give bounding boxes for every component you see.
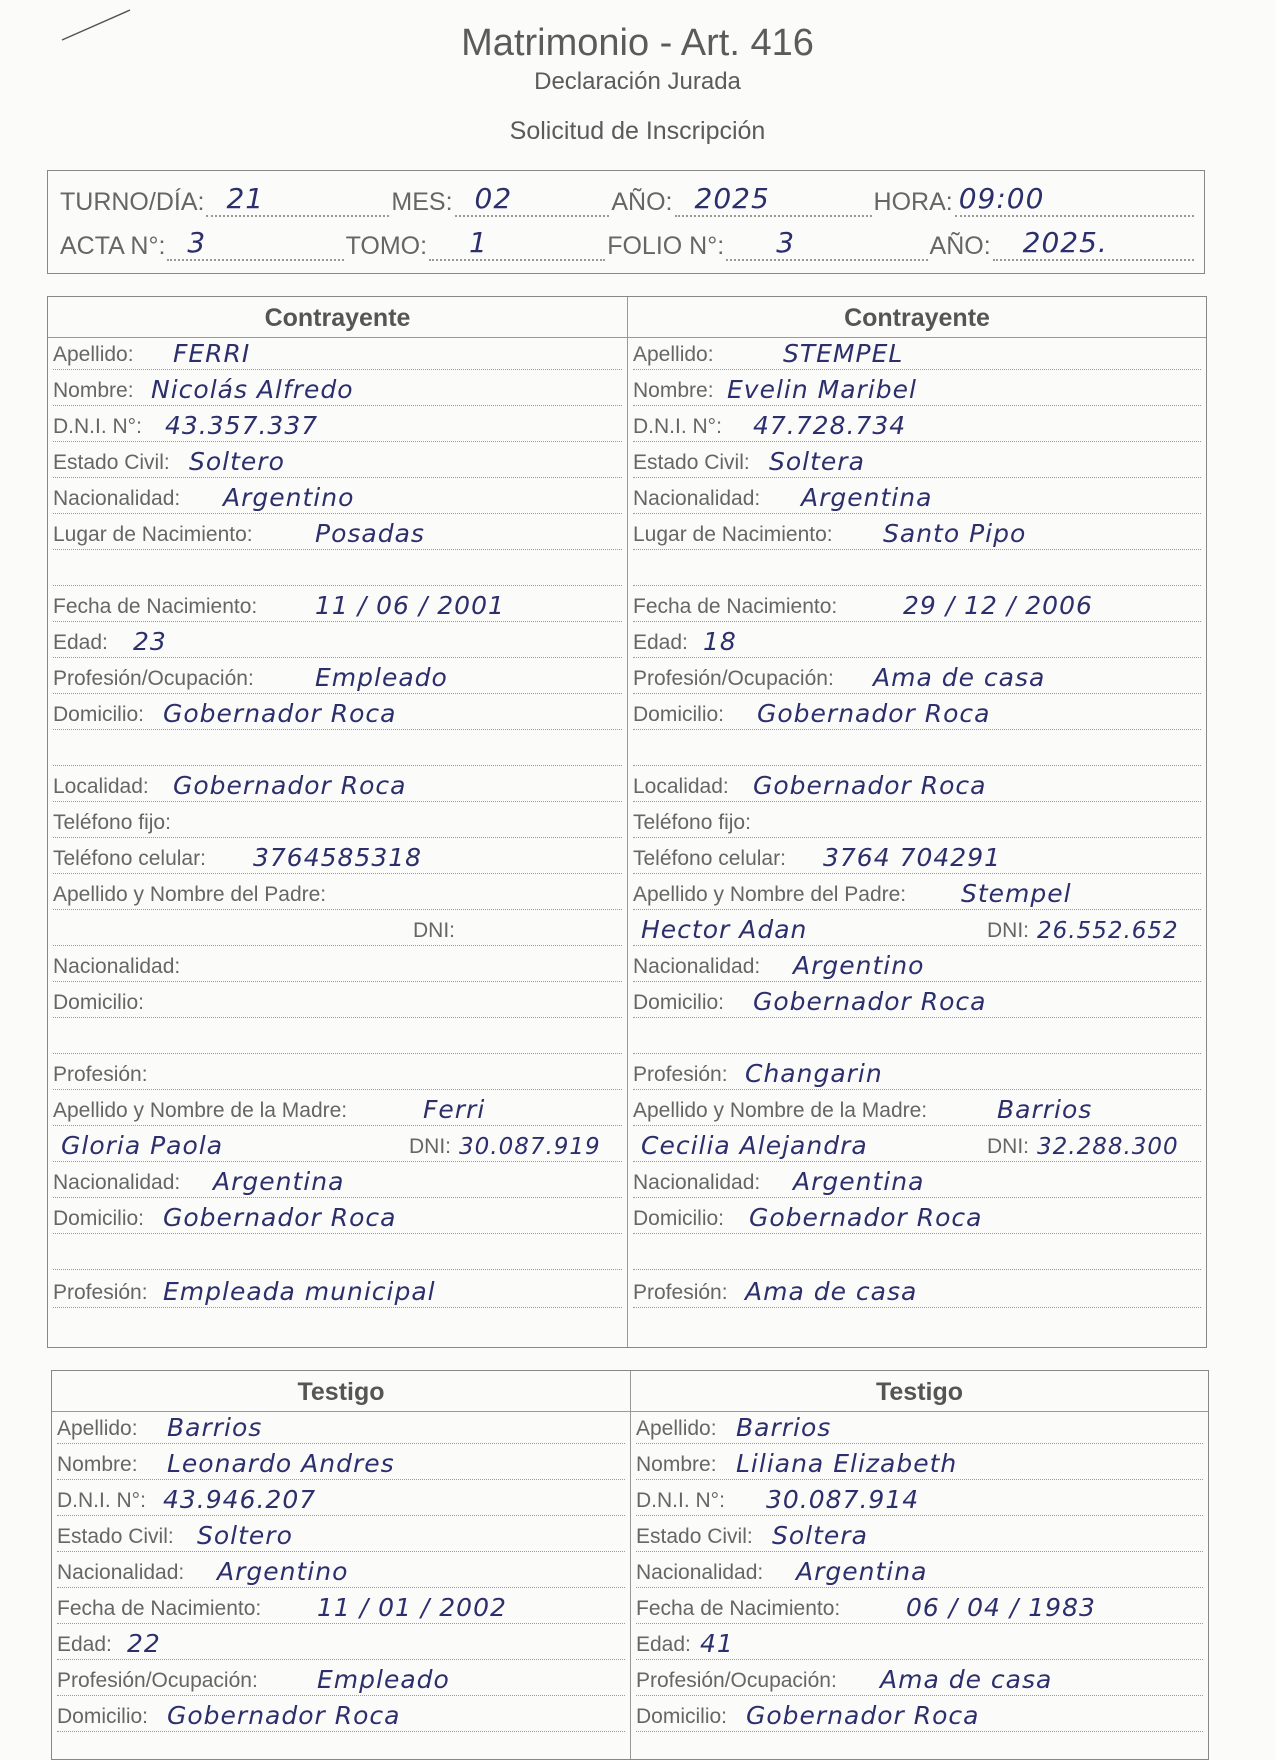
padre-profesion-value[interactable]: Changarin [745, 1059, 883, 1088]
acta-label: ACTA N°: [60, 232, 166, 260]
profesion-ocupacion-value[interactable]: Ama de casa [873, 663, 1046, 692]
edad-label: Edad: [633, 631, 688, 654]
madre-dni-value[interactable]: 32.288.300 [1037, 1134, 1179, 1160]
telefono-celular-value[interactable]: 3764585318 [253, 843, 423, 872]
domicilio-label: Domicilio: [53, 703, 145, 726]
padre-nacionalidad-label: Nacionalidad: [633, 955, 761, 978]
tomo-value[interactable]: 1 [469, 226, 488, 259]
profesion-ocupacion-label: Profesión/Ocupación: [57, 1669, 258, 1692]
madre-domicilio-value[interactable]: Gobernador Roca [163, 1203, 397, 1232]
apellido-label: Apellido: [633, 343, 714, 366]
edad-label: Edad: [636, 1633, 691, 1656]
padre-nombre2-value[interactable]: Hector Adan [641, 915, 808, 944]
fecha-nacimiento-value[interactable]: 06 / 04 / 1983 [906, 1593, 1096, 1622]
fecha-nacimiento-value[interactable]: 11 / 01 / 2002 [317, 1593, 507, 1622]
padre-nacionalidad-value[interactable]: Argentino [793, 951, 925, 980]
estado-civil-value[interactable]: Soltera [769, 447, 865, 476]
apellido-label: Apellido: [57, 1417, 138, 1440]
madre-nombre2-value[interactable]: Gloria Paola [61, 1131, 224, 1160]
padre-domicilio-label: Domicilio: [53, 991, 145, 1014]
estado-civil-label: Estado Civil: [53, 451, 170, 474]
estado-civil-value[interactable]: Soltera [772, 1521, 868, 1550]
madre-nacionalidad-value[interactable]: Argentina [213, 1167, 345, 1196]
edad-label: Edad: [57, 1633, 112, 1656]
dni-value[interactable]: 43.946.207 [163, 1485, 317, 1514]
anio2-value[interactable]: 2025. [1022, 226, 1108, 259]
tomo-label: TOMO: [345, 232, 428, 260]
localidad-value[interactable]: Gobernador Roca [753, 771, 987, 800]
nacionalidad-value[interactable]: Argentino [217, 1557, 349, 1586]
madre-domicilio-label: Domicilio: [633, 1207, 725, 1230]
estado-civil-label: Estado Civil: [636, 1525, 753, 1548]
domicilio-value[interactable]: Gobernador Roca [757, 699, 991, 728]
testigo-right-title: Testigo [631, 1371, 1208, 1412]
folio-value[interactable]: 3 [776, 226, 796, 259]
dni-label: D.N.I. N°: [57, 1489, 146, 1512]
turno-box [47, 170, 1205, 274]
profesion-ocupacion-value[interactable]: Empleado [315, 663, 448, 692]
madre-dni-label: DNI: [987, 1135, 1029, 1158]
fecha-nacimiento-label: Fecha de Nacimiento: [53, 595, 258, 618]
profesion-ocupacion-label: Profesión/Ocupación: [636, 1669, 837, 1692]
acta-row [60, 223, 1196, 261]
telefono-celular-label: Teléfono celular: [53, 847, 206, 870]
localidad-label: Localidad: [53, 775, 149, 798]
padre-label: Apellido y Nombre del Padre: [53, 883, 327, 906]
dni-label: D.N.I. N°: [636, 1489, 725, 1512]
lugar-nacimiento-label: Lugar de Nacimiento: [53, 523, 253, 546]
testigos-section [51, 1370, 1209, 1760]
madre-nombre-value[interactable]: Ferri [423, 1095, 486, 1124]
telefono-celular-value[interactable]: 3764 704291 [823, 843, 1002, 872]
contrayente-right-column [628, 297, 1206, 1347]
madre-label: Apellido y Nombre de la Madre: [53, 1099, 348, 1122]
domicilio-label: Domicilio: [57, 1705, 149, 1728]
telefono-fijo-label: Teléfono fijo: [53, 811, 171, 834]
madre-profesion-label: Profesión: [53, 1281, 148, 1304]
dni-value[interactable]: 43.357.337 [165, 411, 319, 440]
lugar-nacimiento-value[interactable]: Posadas [315, 519, 425, 548]
domicilio-label: Domicilio: [636, 1705, 728, 1728]
apellido-value[interactable]: STEMPEL [783, 339, 904, 368]
padre-profesion-label: Profesión: [633, 1063, 728, 1086]
padre-nombre-value[interactable]: Stempel [961, 879, 1072, 908]
lugar-nacimiento-value[interactable]: Santo Pipo [883, 519, 1027, 548]
apellido-value[interactable]: Barrios [167, 1413, 263, 1442]
profesion-ocupacion-label: Profesión/Ocupación: [53, 667, 254, 690]
fecha-nacimiento-value[interactable]: 11 / 06 / 2001 [315, 591, 505, 620]
profesion-ocupacion-value[interactable]: Empleado [317, 1665, 450, 1694]
madre-label: Apellido y Nombre de la Madre: [633, 1099, 928, 1122]
edad-value[interactable]: 23 [133, 627, 167, 656]
nombre-label: Nombre: [53, 379, 134, 402]
nombre-label: Nombre: [636, 1453, 717, 1476]
dni-label: D.N.I. N°: [633, 415, 722, 438]
nombre-value[interactable]: Liliana Elizabeth [736, 1449, 958, 1478]
padre-label: Apellido y Nombre del Padre: [633, 883, 907, 906]
apellido-value[interactable]: FERRI [173, 339, 251, 368]
testigo-right-column [631, 1371, 1208, 1759]
page-title: Matrimonio - Art. 416 [461, 22, 814, 64]
telefono-fijo-label: Teléfono fijo: [633, 811, 751, 834]
madre-nacionalidad-label: Nacionalidad: [53, 1171, 181, 1194]
fecha-nacimiento-value[interactable]: 29 / 12 / 2006 [903, 591, 1093, 620]
fecha-nacimiento-label: Fecha de Nacimiento: [57, 1597, 262, 1620]
acta-value[interactable]: 3 [187, 226, 207, 259]
domicilio-label: Domicilio: [633, 703, 725, 726]
anio2-label: AÑO: [929, 232, 991, 260]
domicilio-value[interactable]: Gobernador Roca [746, 1701, 980, 1730]
madre-domicilio-label: Domicilio: [53, 1207, 145, 1230]
dni-value[interactable]: 47.728.734 [753, 411, 907, 440]
nombre-label: Nombre: [57, 1453, 138, 1476]
padre-domicilio-label: Domicilio: [633, 991, 725, 1014]
fecha-nacimiento-label: Fecha de Nacimiento: [633, 595, 838, 618]
apellido-label: Apellido: [53, 343, 134, 366]
nombre-value[interactable]: Leonardo Andres [167, 1449, 395, 1478]
lugar-nacimiento-label: Lugar de Nacimiento: [633, 523, 833, 546]
request-heading: Solicitud de Inscripción [509, 117, 766, 145]
folio-label: FOLIO N°: [607, 232, 725, 260]
domicilio-value[interactable]: Gobernador Roca [167, 1701, 401, 1730]
nacionalidad-label: Nacionalidad: [633, 487, 761, 510]
madre-dni-value[interactable]: 30.087.919 [459, 1134, 601, 1160]
padre-dni-label: DNI: [987, 919, 1029, 942]
fecha-nacimiento-label: Fecha de Nacimiento: [636, 1597, 841, 1620]
madre-profesion-value[interactable]: Ama de casa [745, 1277, 918, 1306]
edad-label: Edad: [53, 631, 108, 654]
turno-dia-label: TURNO/DÍA: [60, 188, 205, 216]
padre-dni-value[interactable]: 26.552.652 [1037, 918, 1179, 944]
localidad-label: Localidad: [633, 775, 729, 798]
apellido-value[interactable]: Barrios [736, 1413, 832, 1442]
dni-value[interactable]: 30.087.914 [766, 1485, 920, 1514]
anio-value[interactable]: 2025 [694, 182, 770, 215]
nombre-value[interactable]: Evelin Maribel [727, 375, 917, 404]
edad-value[interactable]: 41 [700, 1629, 734, 1658]
anio-label: AÑO: [611, 188, 673, 216]
madre-profesion-label: Profesión: [633, 1281, 728, 1304]
testigo-left-column [52, 1371, 630, 1759]
profesion-ocupacion-value[interactable]: Ama de casa [880, 1665, 1053, 1694]
turno-row [60, 179, 1196, 217]
edad-value[interactable]: 18 [703, 627, 737, 656]
madre-nombre2-value[interactable]: Cecilia Alejandra [641, 1131, 868, 1160]
nacionalidad-value[interactable]: Argentino [223, 483, 355, 512]
page-subtitle: Declaración Jurada [534, 68, 741, 95]
edad-value[interactable]: 22 [127, 1629, 161, 1658]
mes-label: MES: [391, 188, 453, 216]
padre-nacionalidad-label: Nacionalidad: [53, 955, 181, 978]
padre-profesion-label: Profesión: [53, 1063, 148, 1086]
nacionalidad-value[interactable]: Argentina [801, 483, 933, 512]
localidad-value[interactable]: Gobernador Roca [173, 771, 407, 800]
madre-profesion-value[interactable]: Empleada municipal [163, 1277, 436, 1306]
nacionalidad-label: Nacionalidad: [53, 487, 181, 510]
contrayente-right-title: Contrayente [628, 297, 1206, 338]
estado-civil-value[interactable]: Soltero [189, 447, 285, 476]
nacionalidad-label: Nacionalidad: [57, 1561, 185, 1584]
nacionalidad-value[interactable]: Argentina [796, 1557, 928, 1586]
contrayente-left-title: Contrayente [48, 297, 627, 338]
domicilio-value[interactable]: Gobernador Roca [163, 699, 397, 728]
madre-domicilio-value[interactable]: Gobernador Roca [749, 1203, 983, 1232]
madre-nombre-value[interactable]: Barrios [997, 1095, 1093, 1124]
estado-civil-label: Estado Civil: [57, 1525, 174, 1548]
mes-value[interactable]: 02 [474, 182, 513, 215]
padre-domicilio-value[interactable]: Gobernador Roca [753, 987, 987, 1016]
apellido-label: Apellido: [636, 1417, 717, 1440]
nombre-label: Nombre: [633, 379, 714, 402]
estado-civil-value[interactable]: Soltero [197, 1521, 293, 1550]
contrayentes-section [47, 296, 1207, 1348]
hora-label: HORA: [873, 188, 953, 216]
telefono-celular-label: Teléfono celular: [633, 847, 786, 870]
testigo-left-title: Testigo [52, 1371, 630, 1412]
turno-dia-value[interactable]: 21 [226, 182, 265, 215]
madre-nacionalidad-value[interactable]: Argentina [793, 1167, 925, 1196]
nombre-value[interactable]: Nicolás Alfredo [151, 375, 354, 404]
dni-label: D.N.I. N°: [53, 415, 142, 438]
hora-value[interactable]: 09:00 [958, 182, 1045, 215]
padre-dni-label: DNI: [413, 919, 455, 942]
estado-civil-label: Estado Civil: [633, 451, 750, 474]
profesion-ocupacion-label: Profesión/Ocupación: [633, 667, 834, 690]
nacionalidad-label: Nacionalidad: [636, 1561, 764, 1584]
madre-dni-label: DNI: [409, 1135, 451, 1158]
contrayente-left-column [48, 297, 627, 1347]
madre-nacionalidad-label: Nacionalidad: [633, 1171, 761, 1194]
